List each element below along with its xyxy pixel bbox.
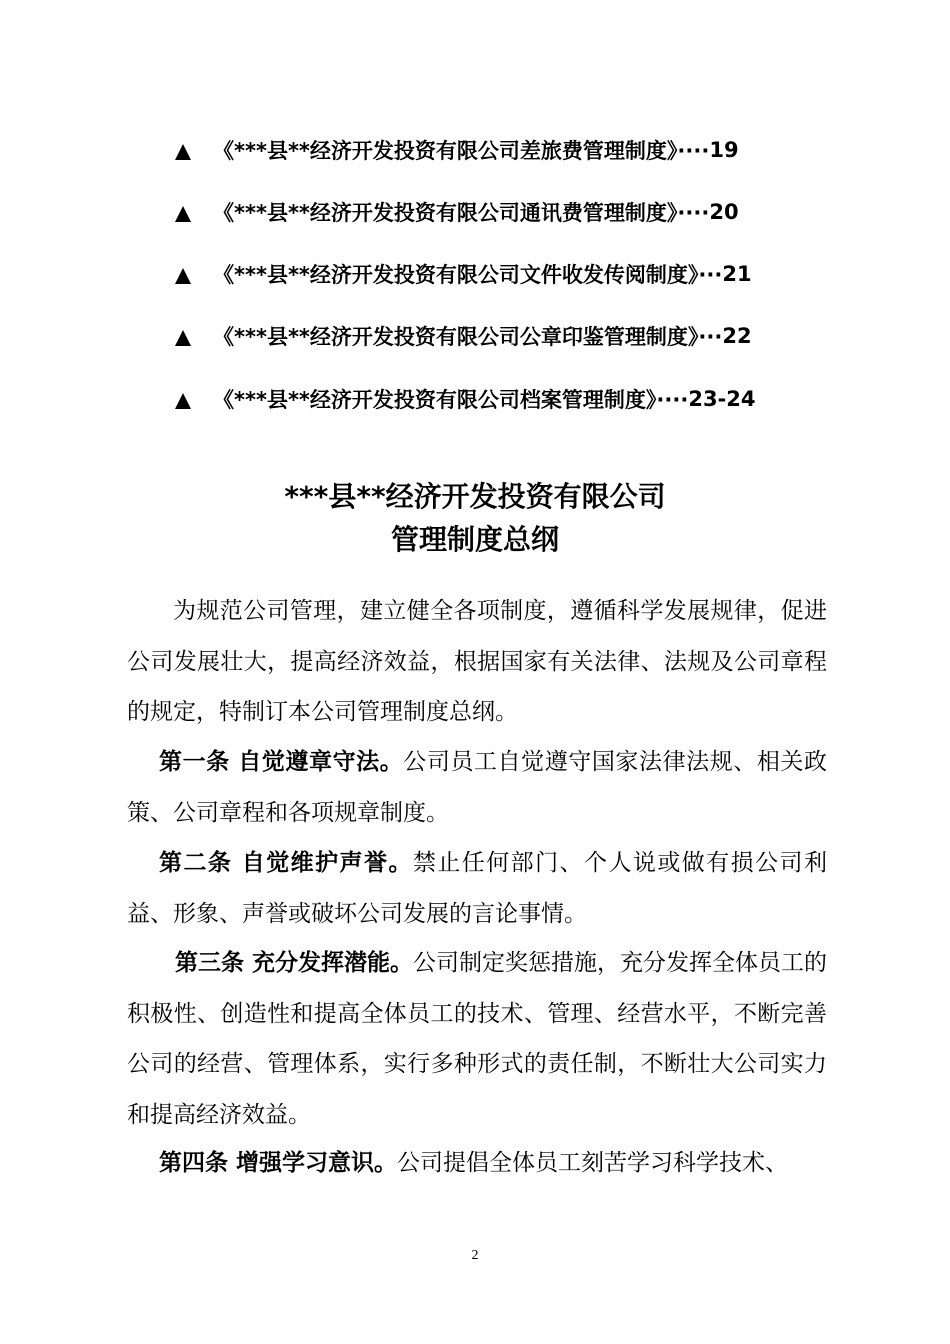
triangle-bullet-icon — [175, 206, 191, 222]
triangle-bullet-icon — [175, 268, 191, 284]
article-1 — [127, 737, 827, 838]
triangle-bullet-icon — [175, 330, 191, 346]
article-label: 第二条 自觉维护声誉。 — [159, 850, 413, 876]
toc-item-title: 《***县**经济开发投资有限公司档案管理制度》···· — [213, 388, 689, 412]
toc-item — [175, 135, 739, 165]
heading-line-2: 管理制度总纲 — [390, 523, 559, 556]
article-3 — [127, 938, 827, 1140]
article-label: 第四条 增强学习意识。 — [159, 1150, 398, 1176]
toc-item-title: 《***县**经济开发投资有限公司通讯费管理制度》···· — [213, 201, 710, 225]
toc-item — [175, 321, 752, 351]
triangle-bullet-icon — [175, 393, 191, 409]
toc-item-page: 19 — [709, 138, 739, 162]
article-text: 公司员工自觉遵守国家法律法规、相关政策、公司章程和各项规章制度。 — [127, 749, 828, 826]
article-text: 公司制定奖惩措施，充分发挥全体员工的积极性、创造性和提高全体员工的技术、管理、经营水平，不断完善公司的经营、管理体系，实行多种形式的责任制，不断壮大公司实力和提高经济效益。 — [127, 950, 828, 1128]
toc-item — [175, 259, 752, 289]
toc-item-page: 23-24 — [688, 387, 756, 411]
page-number: 2 — [471, 1248, 479, 1263]
toc-item-page: 21 — [722, 262, 752, 286]
heading-line-1: ***县**经济开发投资有限公司 — [284, 480, 666, 513]
article-text: 禁止任何部门、个人说或做有损公司利益、形象、声誉或破坏公司发展的言论事情。 — [127, 850, 827, 927]
toc-item-page: 22 — [722, 324, 752, 348]
toc-item — [175, 197, 739, 227]
article-text: 公司提倡全体员工刻苦学习科学技术、 — [397, 1150, 789, 1176]
triangle-bullet-icon — [175, 144, 191, 160]
toc-item-title: 《***县**经济开发投资有限公司差旅费管理制度》···· — [213, 139, 710, 163]
toc-item — [175, 384, 756, 414]
intro-paragraph: 为规范公司管理，建立健全各项制度，遵循科学发展规律，促进公司发展壮大，提高经济效益，根据国家有关法律、法规及公司章程的规定，特制订本公司管理制度总纲。 — [127, 598, 827, 725]
article-label: 第一条 自觉遵章守法。 — [159, 749, 404, 775]
article-label: 第三条 充分发挥潜能。 — [175, 950, 414, 976]
toc-item-page: 20 — [709, 200, 739, 224]
toc-item-title: 《***县**经济开发投资有限公司公章印鉴管理制度》··· — [213, 325, 723, 349]
article-4 — [127, 1138, 827, 1189]
toc-item-title: 《***县**经济开发投资有限公司文件收发传阅制度》··· — [213, 263, 723, 287]
article-2 — [127, 838, 827, 939]
